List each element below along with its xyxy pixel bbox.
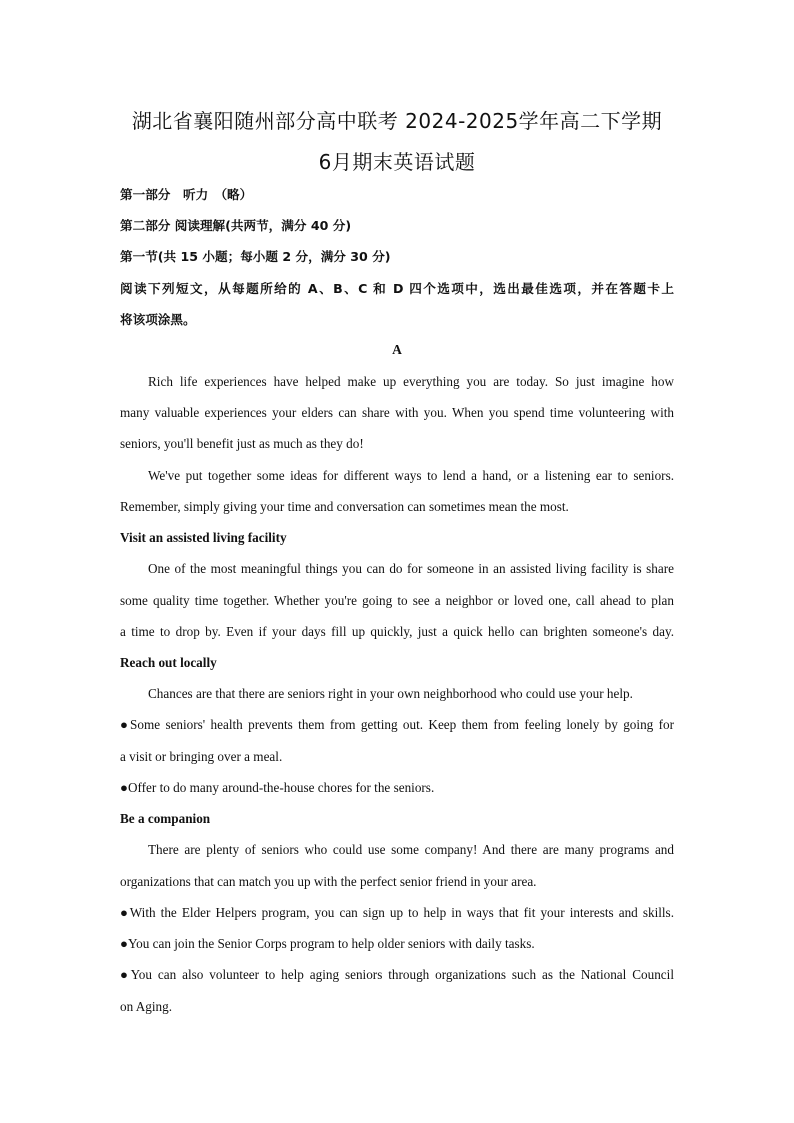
bullet-3-line-1: ●With the Elder Helpers program, you can sign up to help in ways that fit your interests and skills.	[120, 905, 674, 920]
paragraph-2-line-1: We've put together some ideas for different ways to lend a hand, or a listening ear to seniors.	[148, 468, 674, 483]
paragraph-4-line-1: Chances are that there are seniors right in your own neighborhood who could use your help.	[148, 686, 633, 701]
subheading-companion: Be a companion	[120, 811, 211, 826]
instructions-line-1: 阅读下列短文，从每题所给的 A、B、C 和 D 四个选项中，选出最佳选项，并在答题卡上	[120, 281, 674, 296]
bullet-5-line-2: on Aging.	[120, 999, 173, 1014]
paragraph-3-line-1: One of the most meaningful things you can do for someone in an assisted living facility is share	[148, 561, 674, 576]
subheading-visit-facility: Visit an assisted living facility	[120, 530, 287, 545]
document-title-line-2: 6月期末英语试题	[318, 150, 476, 174]
part-one-heading: 第一部分 听力 （略）	[120, 187, 253, 202]
paragraph-2-line-2: Remember, simply giving your time and conversation can sometimes mean the most.	[120, 499, 569, 514]
paragraph-3-line-3: a time to drop by. Even if your days fill up quickly, just a quick hello can brighten someone's day.	[120, 624, 674, 639]
paragraph-5-line-1: There are plenty of seniors who could use some company! And there are many programs and	[148, 842, 674, 857]
bullet-4-line-1: ●You can join the Senior Corps program to help older seniors with daily tasks.	[120, 936, 535, 951]
paragraph-1-line-1: Rich life experiences have helped make up everything you are today. So just imagine how	[148, 374, 674, 389]
part-two-heading: 第二部分 阅读理解(共两节，满分 40 分)	[120, 218, 352, 233]
bullet-2-line-1: ●Offer to do many around-the-house chores for the seniors.	[120, 780, 435, 795]
section-one-heading: 第一节(共 15 小题；每小题 2 分，满分 30 分)	[120, 249, 391, 264]
bullet-1-line-1: ●Some seniors' health prevents them from getting out. Keep them from feeling lonely by going for	[120, 717, 674, 732]
subheading-reach-out: Reach out locally	[120, 655, 217, 670]
instructions-line-2: 将该项涂黑。	[120, 312, 196, 327]
document-title-line-1: 湖北省襄阳随州部分高中联考 2024-2025学年高二下学期	[131, 109, 663, 133]
paragraph-3-line-2: some quality time together. Whether you're going to see a neighbor or loved one, call ahead to plan	[120, 593, 674, 608]
passage-label: A	[392, 342, 402, 357]
paragraph-5-line-2: organizations that can match you up with the perfect senior friend in your area.	[120, 874, 537, 889]
paragraph-1-line-3: seniors, you'll benefit just as much as they do!	[120, 436, 364, 451]
paragraph-1-line-2: many valuable experiences your elders can share with you. When you spend time volunteering with	[120, 405, 674, 420]
bullet-1-line-2: a visit or bringing over a meal.	[120, 749, 283, 764]
bullet-5-line-1: ●You can also volunteer to help aging seniors through organizations such as the National Council	[120, 967, 674, 982]
